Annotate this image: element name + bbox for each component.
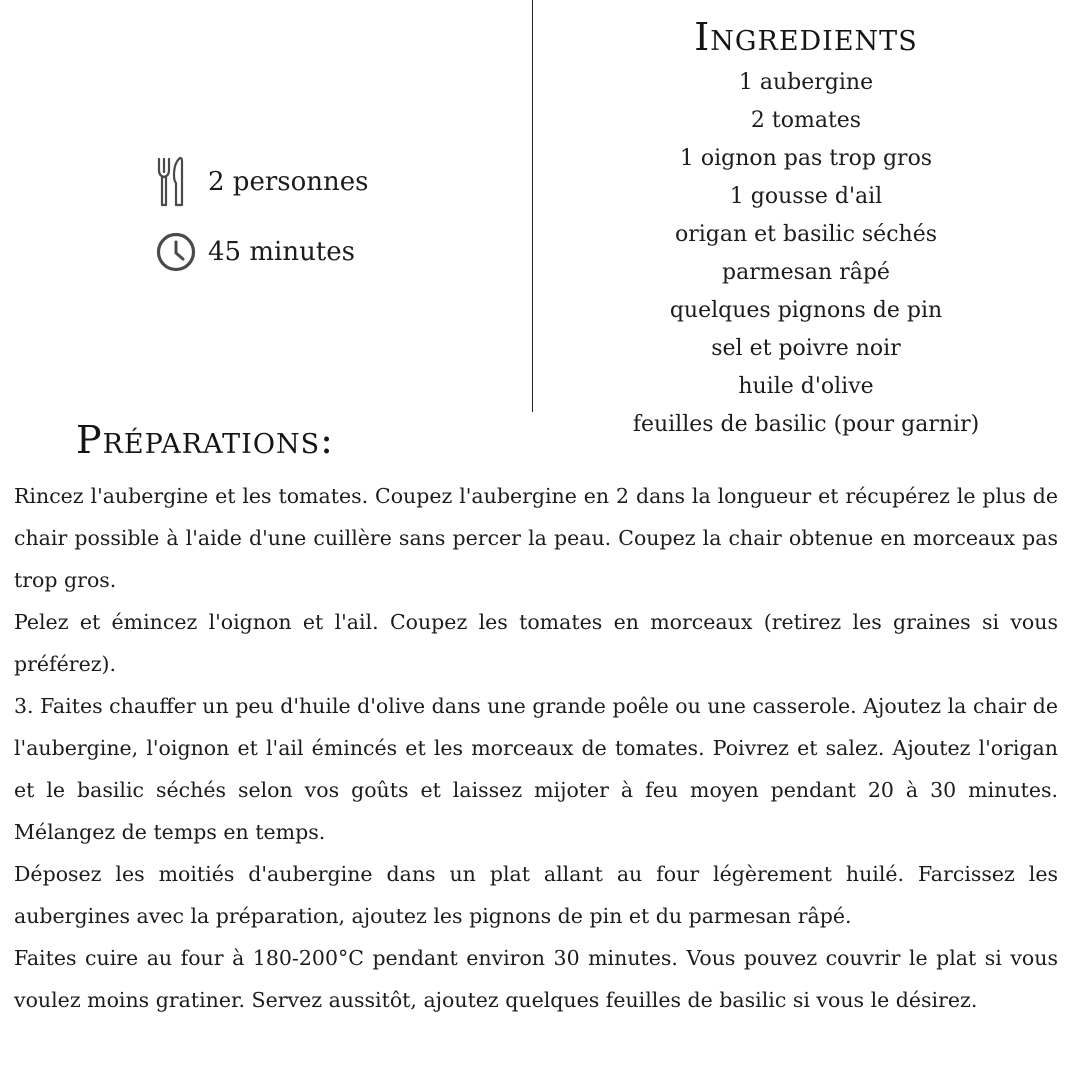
preparation-step: Déposez les moitiés d'aubergine dans un plat allant au four légèrement huilé. Farcissez les aubergines avec la préparation, ajoutez les pignons de pin et du parmesan râpé.: [14, 862, 1058, 928]
clock-icon: [156, 225, 196, 279]
ingredient-item: feuilles de basilic (pour garnir): [632, 412, 980, 437]
preparation-step: Pelez et émincez l'oignon et l'ail. Coupez les tomates en morceaux (retirez les graines si vous préférez).: [14, 610, 1058, 676]
ingredients-list: [536, 64, 1076, 444]
ingredient-item: quelques pignons de pin: [669, 298, 943, 323]
preparation-steps: [14, 475, 1058, 1021]
ingredient-item: sel et poivre noir: [711, 336, 901, 361]
servings-text: 2 personnes: [208, 167, 369, 197]
ingredient-item: 2 tomates: [750, 108, 862, 133]
time-row: [156, 224, 368, 280]
preparation-title: Préparations:: [76, 418, 334, 462]
ingredient-item: 1 aubergine: [738, 70, 874, 95]
vertical-divider: [532, 0, 533, 412]
servings-row: [156, 154, 368, 210]
ingredients-section: [536, 14, 1076, 444]
ingredient-item: origan et basilic séchés: [674, 222, 938, 247]
ingredient-item: 1 oignon pas trop gros: [679, 146, 933, 171]
ingredient-item: 1 gousse d'ail: [729, 184, 883, 209]
time-text: 45 minutes: [208, 237, 355, 267]
ingredient-item: parmesan râpé: [722, 260, 890, 285]
preparation-step: Rincez l'aubergine et les tomates. Coupez l'aubergine en 2 dans la longueur et récupérez le plus de chair possible à l'aide d'une cuillère sans percer la peau. Coupez la chair obtenue en morceaux pas trop gros.: [14, 484, 1058, 592]
preparation-step: 3. Faites chauffer un peu d'huile d'olive dans une grande poêle ou une casserole. Ajoutez la chair de l'aubergine, l'oignon et l'ail émincés et les morceaux de tomates. Poivrez et salez. Ajoutez l'origan et le basilic séchés selon vos goûts et laissez mijoter à feu moyen pendant 20 à 30 minutes. Mélangez de temps en temps.: [14, 694, 1058, 844]
ingredient-item: huile d'olive: [738, 374, 874, 399]
fork-knife-icon: [156, 155, 196, 209]
recipe-meta: [156, 154, 368, 294]
preparation-step: Faites cuire au four à 180-200°C pendant environ 30 minutes. Vous pouvez couvrir le plat si vous voulez moins gratiner. Servez aussitôt, ajoutez quelques feuilles de basilic si vous le désirez.: [14, 946, 1058, 1012]
ingredients-title: Ingredients: [694, 15, 918, 59]
